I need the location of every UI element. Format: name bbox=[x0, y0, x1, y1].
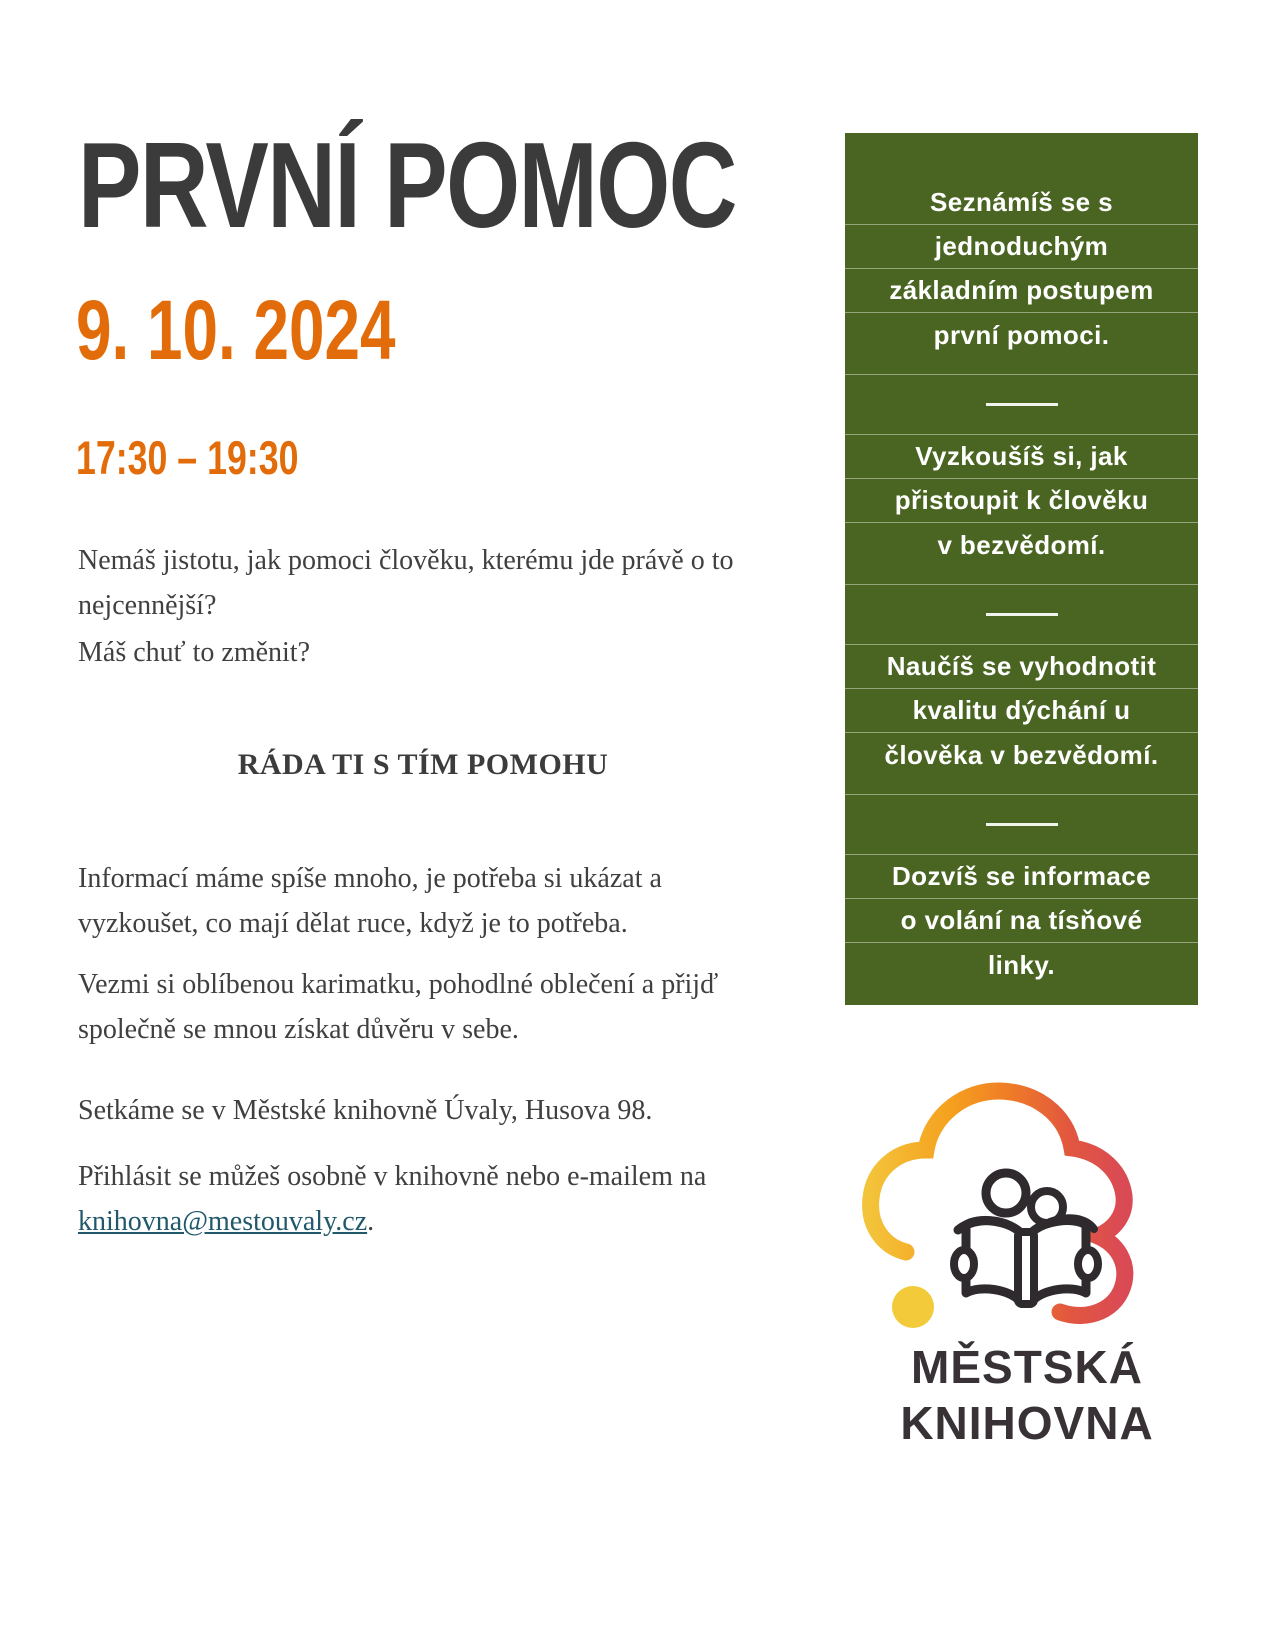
sidebar-line: Dozvíš se informace bbox=[845, 855, 1198, 899]
sidebar-line: základním postupem bbox=[845, 269, 1198, 313]
sidebar-divider bbox=[845, 375, 1198, 435]
sidebar-line: jednoduchým bbox=[845, 225, 1198, 269]
event-title: PRVNÍ POMOC bbox=[78, 117, 736, 253]
sidebar-line: v bezvědomí. bbox=[845, 523, 1198, 585]
benefits-sidebar bbox=[845, 133, 1198, 1005]
event-time: 17:30 – 19:30 bbox=[76, 431, 299, 484]
divider-line bbox=[986, 403, 1058, 406]
highlight-heading: RÁDA TI S TÍM POMOHU bbox=[237, 748, 609, 781]
sidebar-line: první pomoci. bbox=[845, 313, 1198, 375]
sidebar-line: Seznámíš se s bbox=[845, 181, 1198, 225]
divider-line bbox=[986, 613, 1058, 616]
sidebar-divider bbox=[845, 795, 1198, 855]
contact-paragraph bbox=[78, 1154, 768, 1245]
contact-text-after: . bbox=[367, 1206, 375, 1238]
sidebar-line: Naučíš se vyhodnotit bbox=[845, 645, 1198, 689]
body-paragraph-1: Informací máme spíše mnoho, je potřeba si ukázat a vyzkoušet, co mají dělat ruce, když je to potřeba. bbox=[78, 863, 662, 940]
sidebar-line: kvalitu dýchání u bbox=[845, 689, 1198, 733]
intro-paragraph-1: Nemáš jistotu, jak pomoci člověku, kterému jde právě o to nejcennější? bbox=[78, 545, 734, 622]
sidebar-line: o volání na tísňové bbox=[845, 899, 1198, 943]
yellow-dot bbox=[892, 1286, 934, 1328]
location-paragraph: Setkáme se v Městské knihovně Úvaly, Husova 98. bbox=[78, 1095, 653, 1126]
sidebar-line: člověka v bezvědomí. bbox=[845, 733, 1198, 795]
logo-text-line2: KNIHOVNA bbox=[900, 1397, 1154, 1449]
sidebar-line: linky. bbox=[988, 950, 1055, 980]
sidebar-line: Vyzkoušíš si, jak bbox=[845, 435, 1198, 479]
intro-paragraph-2: Máš chuť to změnit? bbox=[78, 637, 311, 668]
logo-text-line1: MĚSTSKÁ bbox=[911, 1341, 1143, 1393]
email-link[interactable]: knihovna@mestouvaly.cz bbox=[78, 1206, 368, 1238]
sidebar-divider bbox=[845, 585, 1198, 645]
library-logo-icon bbox=[858, 1060, 1150, 1340]
sidebar-rows bbox=[845, 133, 1198, 1005]
body-paragraph-2: Vezmi si oblíbenou karimatku, pohodlné oblečení a přijď společně se mnou získat důvěru v sebe. bbox=[78, 969, 719, 1046]
sidebar-line: přistoupit k člověku bbox=[845, 479, 1198, 523]
reading-people-icon bbox=[954, 1173, 1098, 1304]
divider-line bbox=[986, 823, 1058, 826]
contact-text-before: Přihlásit se můžeš osobně v knihovně nebo e-mailem na bbox=[78, 1161, 707, 1192]
event-date: 9. 10. 2024 bbox=[76, 283, 396, 377]
sidebar-spacer bbox=[845, 133, 1198, 181]
